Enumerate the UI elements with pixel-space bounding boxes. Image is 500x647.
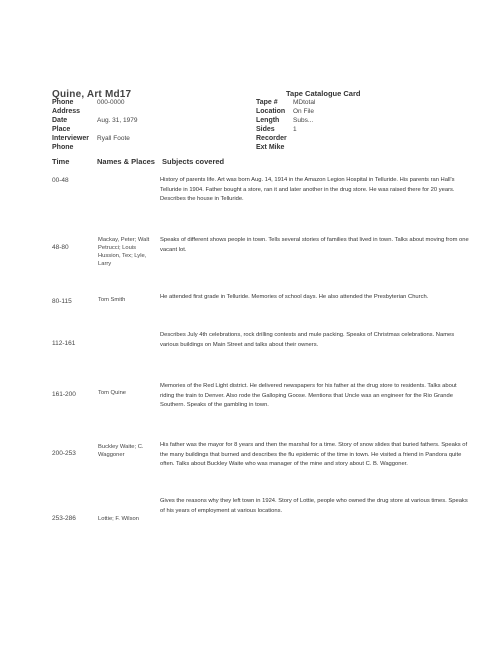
meta-label-address: Address xyxy=(52,108,81,115)
tape-label-sides: Sides xyxy=(256,126,275,133)
entry-subjects: Speaks of different shows people in town. Tells several stories of families that lived in town. Talks about moving from one vacant lot. xyxy=(160,237,469,253)
entry-subjects: His father was the mayor for 8 years and then the marshal for a time. Story of snow slides that buried fathers. Speaks of the many buildings that burned and describes the flu epidemic of the time in town. He visited a friend in Pandora quite often. Talks about Buckley Waite who was manager of the mine and story about C. B. Waggoner. xyxy=(160,442,468,467)
entry-subjects: He attended first grade in Telluride. Memories of school days. He also attended the Presbyterian Church. xyxy=(160,294,429,300)
entry-time: 112-161 xyxy=(52,340,76,347)
entry-names: Tom Quine xyxy=(98,390,127,396)
tape-value-length: Subs... xyxy=(293,117,314,124)
entry-time: 80-115 xyxy=(52,298,72,305)
meta-value-phone: 000-0000 xyxy=(97,99,125,106)
entry-time: 200-253 xyxy=(52,450,76,457)
entry-time: 48-80 xyxy=(52,244,69,251)
meta-label-interviewer: Interviewer xyxy=(52,135,89,142)
tape-label-mike: Ext Mike xyxy=(256,144,285,151)
card-type-label: Tape Catalogue Card xyxy=(286,89,361,98)
entry-time: 253-286 xyxy=(52,515,76,522)
entry-subjects: Describes July 4th celebrations, rock drilling contests and mule packing. Speaks of Christmas celebrations. Names various buildings on Main Street and talks about their owners. xyxy=(160,332,455,348)
entry-subjects: History of parents life. Art was born Aug. 14, 1914 in the Amazon Legion Hospital in Telluride. His parents ran Hall's Telluride in 1904. Father bought a store, ran it and later another in the drug store. He was raised there for 20 years. Describes the house in Telluride. xyxy=(160,177,455,202)
header-subjects: Subjects covered xyxy=(162,157,225,166)
entry-names: Lottie; F. Wilson xyxy=(98,516,139,522)
meta-value-date: Aug. 31, 1979 xyxy=(97,117,138,124)
tape-label-location: Location xyxy=(256,108,286,115)
tape-value-sides: 1 xyxy=(293,126,297,133)
meta-label-phone-2: Phone xyxy=(52,144,74,151)
header-time: Time xyxy=(52,157,70,166)
meta-label-phone: Phone xyxy=(52,99,74,106)
card-title: Quine, Art Md17 xyxy=(52,89,132,100)
meta-label-date: Date xyxy=(52,117,68,124)
entry-subjects: Gives the reasons why they left town in 1924. Story of Lottie, people who owned the drug store at various times. Speaks of his years of employment at various locations. xyxy=(160,498,468,514)
tape-value-location: On File xyxy=(293,108,314,115)
entry-time: 00-48 xyxy=(52,177,69,184)
tape-value-number: MDtotal xyxy=(293,99,316,106)
entry-names: Buckley Waite; C. Waggoner xyxy=(98,444,144,458)
entry-subjects: Memories of the Red Light district. He delivered newspapers for his father at the drug store to residents. Talks about riding the train to Denver. Also rode the Galloping Goose. Mentions that Uncle was an engineer for the Rio Grande Southern. Speaks of the gambling in town. xyxy=(160,383,457,408)
tape-label-recorder: Recorder xyxy=(256,135,287,142)
entry-names: Tom Smith xyxy=(98,297,126,303)
meta-value-interviewer: Ryall Foote xyxy=(97,135,130,142)
meta-label-place: Place xyxy=(52,126,71,133)
tape-label-number: Tape # xyxy=(256,99,278,106)
header-names: Names & Places xyxy=(97,157,155,166)
entry-names: Mackay, Peter; Walt Petrucci; Louis Hussion, Tex; Lyle, Larry xyxy=(98,237,150,267)
entry-time: 161-200 xyxy=(52,391,76,398)
tape-label-length: Length xyxy=(256,117,280,124)
